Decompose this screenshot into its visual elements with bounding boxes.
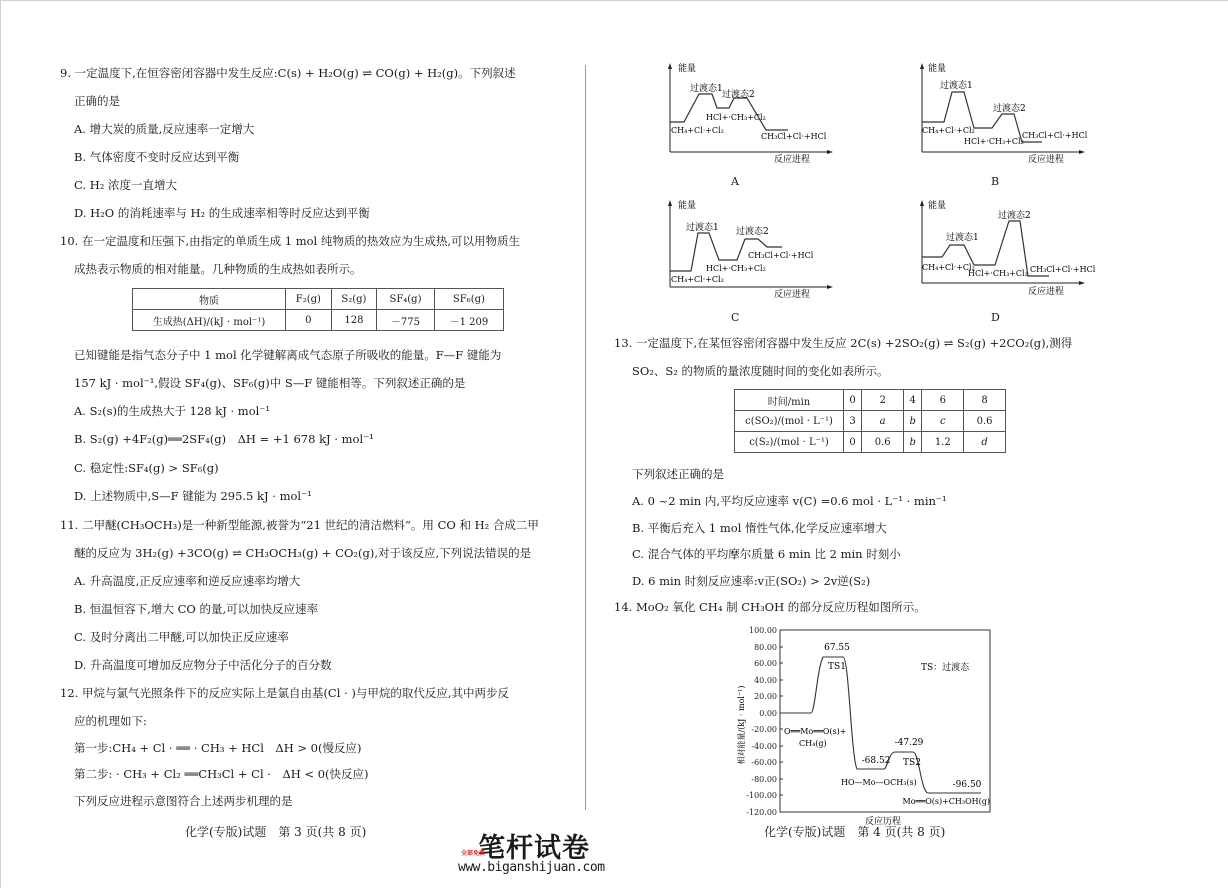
table-cell: a	[862, 411, 904, 432]
q12-question: 下列反应进程示意图符合上述两步机理的是	[74, 794, 293, 808]
q12-stem-line2: 应的机理如下:	[74, 714, 147, 728]
svg-text:0.00: 0.00	[759, 709, 777, 718]
svg-text:过渡态1: 过渡态1	[686, 223, 719, 233]
q13-option-d: D. 6 min 时刻反应速率:v正(SO₂) > 2v逆(S₂)	[632, 574, 871, 588]
svg-text:-100.00: -100.00	[746, 791, 777, 800]
energy-diagram-b	[918, 60, 1098, 165]
svg-text:TS：过渡态: TS：过渡态	[921, 663, 970, 673]
q13-stem-line1: 13. 一定温度下,在某恒容密闭容器中发生反应 2C(s) +2SO₂(g) ⇌ S₂(g) +2CO₂(g),测得	[614, 336, 1073, 350]
table-row	[133, 310, 504, 331]
column-divider	[585, 65, 586, 810]
q10-para-line2: 157 kJ · mol⁻¹,假设 SF₄(g)、SF₆(g)中 S—F 键能相等。下列叙述正确的是	[74, 376, 466, 390]
svg-text:20.00: 20.00	[754, 692, 777, 701]
q11-option-d: D. 升高温度可增加反应物分子中活化分子的百分数	[74, 658, 332, 672]
q12-step2: 第二步: · CH₃ + Cl₂ ══CH₃Cl + Cl · ΔH < 0(快反应)	[74, 767, 369, 781]
energy-diagram-d	[918, 197, 1098, 302]
svg-text:67.55: 67.55	[824, 643, 850, 653]
svg-text:过渡态2: 过渡态2	[722, 90, 755, 100]
q13-option-a: A. 0 ~2 min 内,平均反应速率 v(C) =0.6 mol · L⁻¹ · min⁻¹	[632, 494, 947, 508]
q9-stem-line2: 正确的是	[74, 94, 120, 108]
right-page-footer: 化学(专版)试题 第 4 页(共 8 页)	[764, 825, 946, 839]
svg-text:HCl+·CH₃+Cl₂: HCl+·CH₃+Cl₂	[964, 137, 1024, 146]
svg-text:Mo══O(s)+CH₃OH(g): Mo══O(s)+CH₃OH(g)	[902, 797, 990, 806]
svg-text:反应进程: 反应进程	[1028, 287, 1065, 297]
table-header-row	[133, 289, 504, 310]
q10-option-c: C. 稳定性:SF₄(g) > SF₆(g)	[74, 461, 219, 475]
q10-stem-line1: 10. 在一定温度和压强下,由指定的单质生成 1 mol 纯物质的热效应为生成热,可以用物质生	[60, 234, 521, 248]
svg-text:过渡态2: 过渡态2	[998, 211, 1031, 221]
table-row	[735, 411, 1006, 432]
q9-stem-line1: 9. 一定温度下,在恒容密闭容器中发生反应:C(s) + H₂O(g) ⇌ CO(g) + H₂(g)。下列叙述	[60, 66, 516, 80]
table-cell: b	[904, 432, 922, 453]
q11-option-a: A. 升高温度,正反应速率和逆反应速率均增大	[74, 574, 301, 588]
energy-diagram-c	[658, 197, 838, 302]
svg-text:-80.00: -80.00	[751, 775, 777, 784]
q13-stem-line2: SO₂、S₂ 的物质的量浓度随时间的变化如表所示。	[632, 364, 889, 378]
q11-stem-line2: 醚的反应为 3H₂(g) +3CO(g) ⇌ CH₃OCH₃(g) + CO₂(g),对于该反应,下列说法错误的是	[74, 546, 532, 560]
svg-text:HCl+·CH₃+Cl₂: HCl+·CH₃+Cl₂	[968, 269, 1028, 278]
svg-text:反应进程: 反应进程	[1028, 155, 1065, 165]
svg-text:-120.00: -120.00	[746, 808, 777, 817]
table-cell: c	[922, 411, 964, 432]
svg-text:过渡态2: 过渡态2	[993, 104, 1026, 114]
svg-text:能量: 能量	[928, 201, 947, 211]
table-cell: F₂(g)	[286, 289, 332, 310]
table-cell: 0	[286, 310, 332, 331]
table-cell: 3	[844, 411, 862, 432]
diagram-caption-c: C	[731, 311, 740, 324]
svg-text:过渡态1: 过渡态1	[946, 233, 979, 243]
diagram-caption-d: D	[991, 311, 1000, 324]
q10-option-d: D. 上述物质中,S—F 键能为 295.5 kJ · mol⁻¹	[74, 489, 312, 503]
q10-para-line1: 已知键能是指气态分子中 1 mol 化学键解离成气态原子所吸收的能量。F—F 键能为	[74, 348, 502, 362]
svg-text:80.00: 80.00	[754, 643, 777, 652]
svg-text:-20.00: -20.00	[751, 725, 777, 734]
table-cell: 0	[844, 390, 862, 411]
table-cell: 0	[844, 432, 862, 453]
table-cell: d	[964, 432, 1006, 453]
svg-text:CH₃Cl+Cl·+HCl: CH₃Cl+Cl·+HCl	[1022, 131, 1088, 140]
svg-text:CH₄+Cl·+Cl₂: CH₄+Cl·+Cl₂	[671, 275, 724, 284]
y-axis-label: 能量	[678, 64, 697, 74]
q10-option-b: B. S₂(g) +4F₂(g)══2SF₄(g) ΔH = +1 678 kJ · mol⁻¹	[74, 432, 374, 446]
x-axis-label: 反应历程	[864, 817, 902, 827]
q9-option-d: D. H₂O 的消耗速率与 H₂ 的生成速率相等时反应达到平衡	[74, 206, 370, 220]
table-cell: S₂(g)	[331, 289, 377, 310]
q9-option-a: A. 增大炭的质量,反应速率一定增大	[74, 122, 255, 136]
table-cell: 6	[922, 390, 964, 411]
svg-text:-68.52: -68.52	[861, 756, 891, 766]
table-cell: c(SO₂)/(mol · L⁻¹)	[735, 411, 844, 432]
q9-option-b: B. 气体密度不变时反应达到平衡	[74, 150, 240, 164]
svg-text:CH₃Cl+Cl·+HCl: CH₃Cl+Cl·+HCl	[1030, 265, 1096, 274]
table-cell: SF₄(g)	[377, 289, 435, 310]
svg-text:TS2: TS2	[903, 758, 921, 768]
svg-text:-96.50: -96.50	[952, 780, 982, 790]
q12-step1: 第一步:CH₄ + Cl · ══ · CH₃ + HCl ΔH > 0(慢反应)	[74, 741, 362, 755]
svg-text:CH₄+Cl·+Cl₂: CH₄+Cl·+Cl₂	[671, 126, 724, 135]
q9-option-c: C. H₂ 浓度一直增大	[74, 178, 177, 192]
table-cell: 1.2	[922, 432, 964, 453]
svg-text:CH₃Cl+Cl·+HCl: CH₃Cl+Cl·+HCl	[761, 132, 827, 141]
svg-text:TS1: TS1	[828, 662, 846, 672]
watermark-url[interactable]: www.biganshijuan.com	[458, 860, 605, 875]
svg-text:反应进程: 反应进程	[774, 290, 811, 300]
svg-text:HCl+·CH₃+Cl₂: HCl+·CH₃+Cl₂	[706, 264, 766, 273]
svg-text:HCl+·CH₃+Cl₂: HCl+·CH₃+Cl₂	[706, 113, 766, 122]
svg-text:CH₄+Cl·+Cl₂: CH₄+Cl·+Cl₂	[922, 126, 975, 135]
diagram-caption-a: A	[731, 175, 739, 188]
table-cell: 生成热(ΔH)/(kJ · mol⁻¹)	[133, 310, 286, 331]
q13-question: 下列叙述正确的是	[632, 467, 724, 481]
q13-option-c: C. 混合气体的平均摩尔质量 6 min 比 2 min 时刻小	[632, 547, 901, 561]
page-border-left	[0, 0, 1, 888]
table-cell: b	[904, 411, 922, 432]
svg-text:CH₃Cl+Cl·+HCl: CH₃Cl+Cl·+HCl	[748, 251, 814, 260]
table-cell: 8	[964, 390, 1006, 411]
q11-option-c: C. 及时分离出二甲醚,可以加快正反应速率	[74, 630, 289, 644]
svg-text:60.00: 60.00	[754, 659, 777, 668]
q11-option-b: B. 恒温恒容下,增大 CO 的量,可以加快反应速率	[74, 602, 319, 616]
svg-text:O══Mo══O(s)+: O══Mo══O(s)+	[784, 727, 847, 736]
y-axis-label: 相对能量/(kJ · mol⁻¹)	[737, 685, 746, 765]
table-row	[735, 432, 1006, 453]
energy-diagram-a	[658, 60, 838, 165]
table-cell: SF₆(g)	[434, 289, 503, 310]
page-border-top	[0, 0, 1228, 1]
q10-option-a: A. S₂(s)的生成热大于 128 kJ · mol⁻¹	[74, 404, 270, 418]
svg-text:过渡态2: 过渡态2	[736, 227, 769, 237]
diagram-caption-b: B	[991, 175, 1000, 188]
svg-text:CH₄(g): CH₄(g)	[799, 739, 827, 748]
y-axis-ticks	[746, 626, 777, 817]
formation-heat-table	[132, 288, 504, 331]
q13-option-b: B. 平衡后充入 1 mol 惰性气体,化学反应速率增大	[632, 521, 887, 535]
svg-text:能量: 能量	[928, 64, 947, 74]
svg-text:40.00: 40.00	[754, 676, 777, 685]
concentration-table	[734, 389, 1006, 453]
svg-text:能量: 能量	[678, 201, 697, 211]
energy-profile-chart	[733, 620, 1023, 827]
table-cell: 4	[904, 390, 922, 411]
watermark-title: 笔杆试卷	[478, 833, 590, 864]
q12-stem-line1: 12. 甲烷与氯气光照条件下的反应实际上是氯自由基(Cl · )与甲烷的取代反应,其中两步反	[60, 686, 510, 700]
table-cell: －1 209	[434, 310, 503, 331]
svg-text:100.00: 100.00	[749, 626, 777, 635]
svg-text:反应进程: 反应进程	[774, 155, 811, 165]
svg-text:CH₄+Cl·+Cl₂: CH₄+Cl·+Cl₂	[922, 263, 975, 272]
table-cell: 2	[862, 390, 904, 411]
table-cell: 128	[331, 310, 377, 331]
q11-stem-line1: 11. 二甲醚(CH₃OCH₃)是一种新型能源,被誉为“21 世纪的清洁燃料”。用 CO 和 H₂ 合成二甲	[60, 518, 539, 532]
svg-text:HO—Mo—OCH₃(s): HO—Mo—OCH₃(s)	[841, 778, 917, 787]
energy-profile-line	[780, 657, 981, 793]
table-cell: 物质	[133, 289, 286, 310]
svg-text:过渡态1: 过渡态1	[940, 81, 973, 91]
left-page-footer: 化学(专版)试题 第 3 页(共 8 页)	[185, 825, 367, 839]
table-cell: 0.6	[862, 432, 904, 453]
table-cell: c(S₂)/(mol · L⁻¹)	[735, 432, 844, 453]
table-header-row	[735, 390, 1006, 411]
table-cell: 时间/min	[735, 390, 844, 411]
svg-text:-60.00: -60.00	[751, 758, 777, 767]
svg-text:-40.00: -40.00	[751, 742, 777, 751]
svg-text:-47.29: -47.29	[894, 738, 924, 748]
table-cell: 0.6	[964, 411, 1006, 432]
watermark-tag: 全部免费	[461, 850, 486, 857]
q10-stem-line2: 成热表示物质的相对能量。几种物质的生成热如表所示。	[74, 262, 362, 276]
svg-text:过渡态1: 过渡态1	[690, 84, 723, 94]
q14-stem: 14. MoO₂ 氧化 CH₄ 制 CH₃OH 的部分反应历程如图所示。	[614, 600, 926, 614]
table-cell: －775	[377, 310, 435, 331]
